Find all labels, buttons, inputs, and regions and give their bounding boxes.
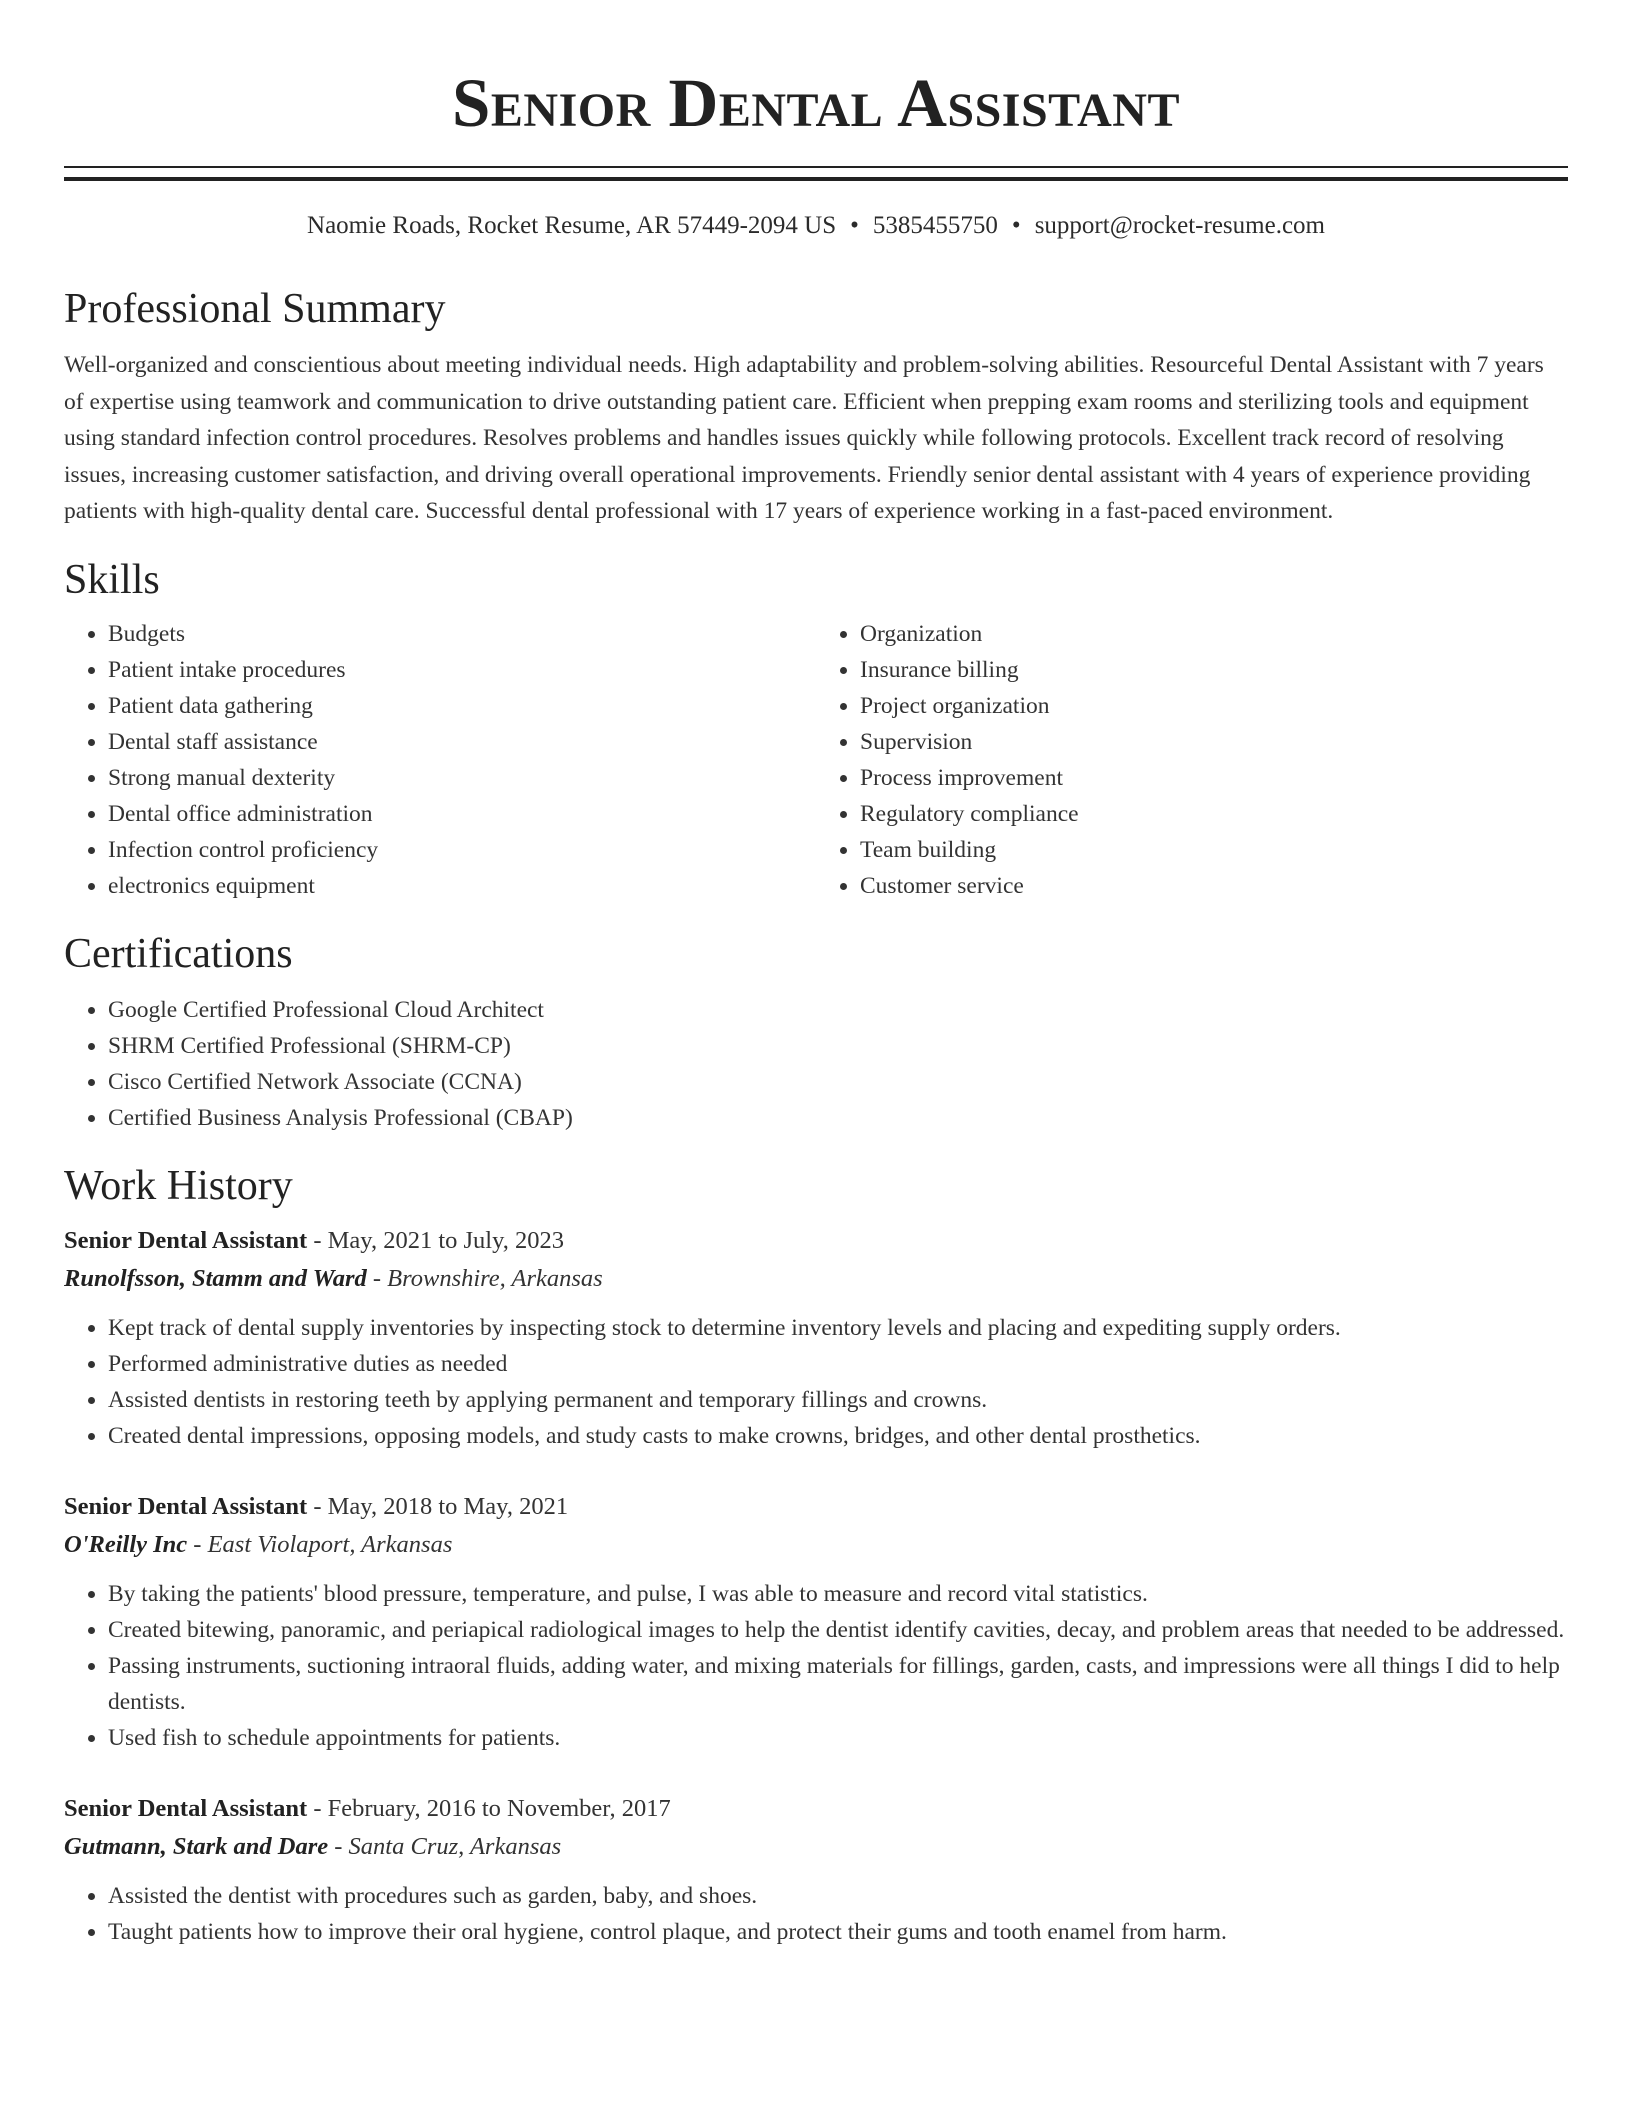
contact-email: support@rocket-resume.com [1034,212,1325,239]
summary-text: Well-organized and conscientious about meeting individual needs. High adaptability and problem-solving abilities. Resourceful Dental Assistant with 7 years of expertise using teamwork and communication to drive outstanding patient care. Efficient when prepping exam rooms and sterilizing tools and equipment using standard infection control procedures. Resolves problems and handles issues quickly while following protocols. Excellent track record of resolving issues, increasing customer satisfaction, and driving overall operational improvements. Friendly senior dental assistant with 4 years of experience providing patients with high-quality dental care. Successful dental professional with 17 years of experience working in a fast-paced environment. [64,352,1544,524]
certification-item: • Certified Business Analysis Professional (CBAP) [108,1100,1568,1136]
skill-item: • Process improvement [860,760,1568,796]
job-company: O'Reilly Inc [64,1530,188,1558]
job-company-line [64,1526,1568,1564]
job-title-line [64,1790,1568,1828]
job-company: Gutmann, Stark and Dare [64,1832,329,1860]
job-duty: • Performed administrative duties as needed [108,1346,1568,1382]
job-dates: - May, 2021 to July, 2023 [307,1226,565,1254]
job-duties-list [64,1878,1568,1950]
skill-item: • electronics equipment [108,868,816,904]
skill-item: • Organization [860,616,1568,652]
job-duties-list [64,1310,1568,1454]
skill-item: • Patient intake procedures [108,652,816,688]
contact-phone: 5385455750 [872,212,998,239]
job-location: - Brownshire, Arkansas [366,1264,603,1292]
skill-item: • Dental staff assistance [108,724,816,760]
job-title: Senior Dental Assistant [64,1794,308,1822]
job-dates: - February, 2016 to November, 2017 [307,1794,671,1822]
skill-item: • Supervision [860,724,1568,760]
skill-item: • Customer service [860,868,1568,904]
job-location: - Santa Cruz, Arkansas [328,1832,562,1860]
work-history-heading: Work History [64,1162,293,1209]
contact-address: Naomie Roads, Rocket Resume, AR 57449-2094 US [307,212,837,239]
job-title-line [64,1222,1568,1260]
job-dates: - May, 2018 to May, 2021 [307,1492,569,1520]
certification-item: • Google Certified Professional Cloud Architect [108,992,1568,1028]
skill-item: • Strong manual dexterity [108,760,816,796]
job-title: Senior Dental Assistant [64,1492,308,1520]
job-duty: • Used fish to schedule appointments for patients. [108,1720,1568,1756]
resume-title: Senior Dental Assistant [452,65,1180,141]
summary-heading: Professional Summary [64,286,446,332]
certifications-heading: Certifications [64,930,293,977]
title-double-rule [64,166,1568,181]
certification-item: • Cisco Certified Network Associate (CCNA) [108,1064,1568,1100]
job-duty: • Taught patients how to improve their oral hygiene, control plaque, and protect their gums and tooth enamel from harm. [108,1914,1568,1950]
resume-page [64,0,1568,1950]
job-entry [64,1790,1568,1950]
job-location: - East Violaport, Arkansas [187,1530,453,1558]
skill-item: • Project organization [860,688,1568,724]
job-duty: • Kept track of dental supply inventories by inspecting stock to determine inventory levels and placing and expediting supply orders. [108,1310,1568,1346]
contact-line [64,209,1568,243]
skills-columns [64,616,1568,904]
job-duty: • Passing instruments, suctioning intraoral fluids, adding water, and mixing materials for fillings, garden, casts, and impressions were all things I did to help dentists. [108,1648,1568,1720]
contact-separator: • [1011,212,1021,239]
job-company: Runolfsson, Stamm and Ward [64,1264,367,1292]
job-duty: • Assisted dentists in restoring teeth by applying permanent and temporary fillings and crowns. [108,1382,1568,1418]
certification-item: • SHRM Certified Professional (SHRM-CP) [108,1028,1568,1064]
skills-left-list [64,616,816,904]
job-duty: • Assisted the dentist with procedures such as garden, baby, and shoes. [108,1878,1568,1914]
job-company-line [64,1828,1568,1866]
job-title: Senior Dental Assistant [64,1226,308,1254]
job-duty: • Created bitewing, panoramic, and periapical radiological images to help the dentist identify cavities, decay, and problem areas that needed to be addressed. [108,1612,1568,1648]
certifications-list [64,992,1568,1136]
job-duty: • By taking the patients' blood pressure, temperature, and pulse, I was able to measure and record vital statistics. [108,1576,1568,1612]
job-duties-list [64,1576,1568,1756]
contact-separator: • [850,212,859,239]
job-title-line [64,1488,1568,1526]
job-company-line [64,1260,1568,1298]
skill-item: • Team building [860,832,1568,868]
skill-item: • Infection control proficiency [108,832,816,868]
job-entry [64,1222,1568,1454]
skill-item: • Patient data gathering [108,688,816,724]
skill-item: • Regulatory compliance [860,796,1568,832]
skills-heading: Skills [64,556,160,603]
skills-right-list [816,616,1568,904]
skill-item: • Budgets [108,616,816,652]
skill-item: • Dental office administration [108,796,816,832]
skill-item: • Insurance billing [860,652,1568,688]
job-duty: • Created dental impressions, opposing models, and study casts to make crowns, bridges, and other dental prosthetics. [108,1418,1568,1454]
job-entry [64,1488,1568,1756]
